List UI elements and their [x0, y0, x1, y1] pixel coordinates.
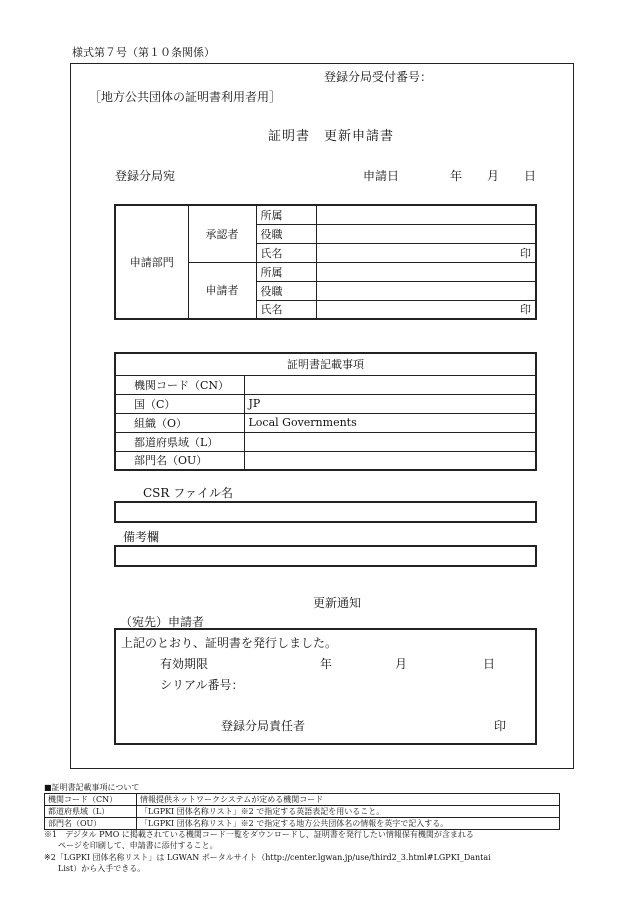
- footnote-term-l: 都道府県域（L）: [45, 806, 137, 818]
- remarks-field[interactable]: [114, 545, 537, 567]
- form-number: 様式第７号（第１０条関係）: [72, 46, 215, 59]
- approver-position-label: 役職: [256, 224, 316, 243]
- footnote-table: [44, 793, 560, 830]
- footnote-note1: ※1 デジタル PMO に掲載されている機関コード一覧をダウンロードし、証明書を発行したい情報保有機関が含まれる: [44, 830, 474, 839]
- applicant-seal: 印: [520, 303, 531, 317]
- footnote-note1-cont: ページを印刷して、申請書に添付すること。: [58, 841, 218, 850]
- notice-body: 上記のとおり、証明書を発行しました。: [121, 636, 338, 650]
- cert-row-label-ou: 部門名（OU）: [115, 451, 244, 470]
- cert-row-label-l: 都道府県域（L）: [115, 432, 244, 451]
- applicant-name-field[interactable]: [316, 300, 536, 319]
- cert-row-label-o: 組織（O）: [115, 413, 244, 432]
- application-date-year: 年: [450, 169, 463, 183]
- footnote-desc-cn: 情報提供ネットワークシステムが定める機関コード: [137, 794, 560, 806]
- approver-name-field[interactable]: [316, 243, 536, 262]
- footnote-term-cn: 機関コード（CN）: [45, 794, 137, 806]
- application-date-day: 日: [524, 169, 537, 183]
- cert-row-value-o: Local Governments: [244, 413, 536, 432]
- notice-title: 更新通知: [313, 596, 362, 610]
- addressee: 登録分局宛: [115, 169, 176, 183]
- page-title: 証明書 更新申請書: [268, 129, 395, 144]
- remarks-label: 備考欄: [123, 530, 160, 544]
- approver-position-field[interactable]: [316, 224, 536, 243]
- approver-label: 承認者: [188, 205, 256, 262]
- validity-year: 年: [320, 657, 333, 671]
- reception-number-label: 登録分局受付番号：: [324, 70, 433, 84]
- user-type: ［地方公共団体の証明書利用者用］: [89, 90, 282, 104]
- footnote-note2: ※2「LGPKI 団体名称リスト」は LGWAN ポータルサイト（http://center.lgwan.jp/use/third2_3.html#LGPKI_Dantai: [44, 853, 491, 862]
- cert-items-header: 証明書記載事項: [115, 353, 536, 375]
- approver-name-label: 氏名: [256, 243, 316, 262]
- notice-to: （宛先）申請者: [120, 615, 205, 629]
- footnote-heading: ■証明書記載事項について: [44, 783, 140, 792]
- application-date-label: 申請日: [363, 169, 400, 183]
- footnote-term-ou: 部門名（OU）: [45, 818, 137, 830]
- cert-items-table: [114, 352, 537, 471]
- applicant-affiliation-label: 所属: [256, 262, 316, 281]
- applicant-position-label: 役職: [256, 281, 316, 300]
- footnote-desc-ou: 「LGPKI 団体名称リスト」※2 で指定する地方公共団体名の情報を英字で記入する。: [137, 818, 560, 830]
- serial-label: シリアル番号：: [160, 678, 244, 692]
- department-table: [114, 204, 537, 320]
- application-date-month: 月: [487, 169, 500, 183]
- validity-day: 日: [483, 657, 496, 671]
- csr-field[interactable]: [114, 501, 537, 523]
- validity-month: 月: [395, 657, 408, 671]
- validity-label: 有効期限: [160, 657, 209, 671]
- approver-affiliation-label: 所属: [256, 205, 316, 224]
- applicant-affiliation-field[interactable]: [316, 262, 536, 281]
- cert-row-value-ou[interactable]: [244, 451, 536, 470]
- officer-seal: 印: [494, 719, 507, 733]
- department-label: 申請部門: [115, 205, 188, 319]
- cert-row-value-c: JP: [244, 394, 536, 413]
- cert-row-value-l[interactable]: [244, 432, 536, 451]
- csr-label: CSR ファイル名: [143, 486, 234, 500]
- applicant-name-label: 氏名: [256, 300, 316, 319]
- footnote-desc-l: 「LGPKI 団体名称リスト」※2 で指定する英語表記を用いること。: [137, 806, 560, 818]
- footnote-note2-cont: List）から入手できる。: [58, 864, 146, 873]
- cert-row-label-c: 国（C）: [115, 394, 244, 413]
- cert-row-value-cn[interactable]: [244, 375, 536, 394]
- officer-label: 登録分局責任者: [221, 719, 306, 733]
- approver-affiliation-field[interactable]: [316, 205, 536, 224]
- cert-row-label-cn: 機関コード（CN）: [115, 375, 244, 394]
- applicant-label: 申請者: [188, 262, 256, 319]
- approver-seal: 印: [520, 246, 531, 260]
- applicant-position-field[interactable]: [316, 281, 536, 300]
